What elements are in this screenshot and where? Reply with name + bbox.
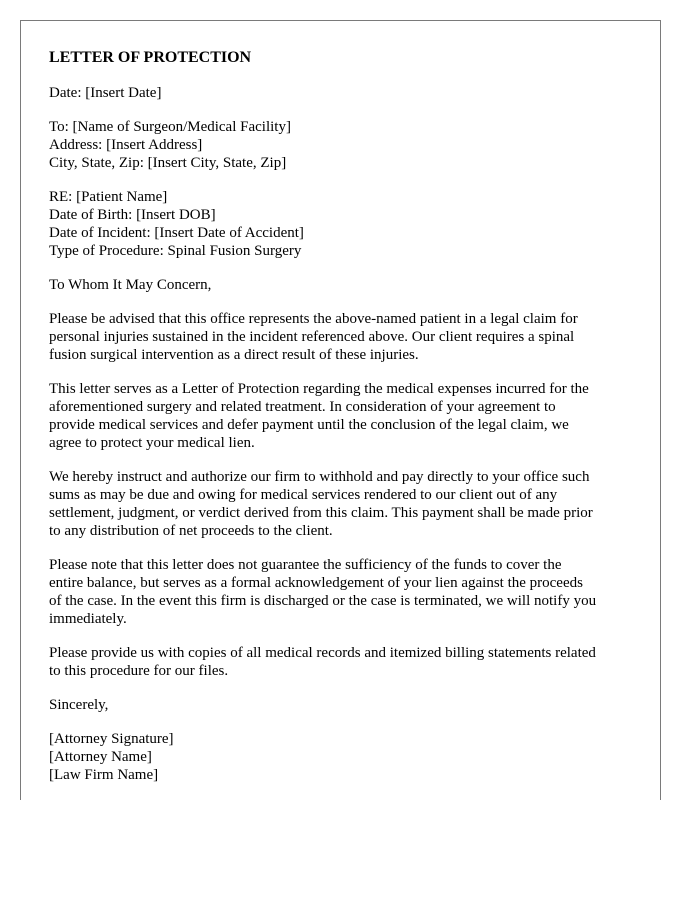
paragraph-line: entire balance, but serves as a formal acknowledgement of your lien against the proceeds: [49, 575, 583, 591]
recipient-city-state-zip: City, State, Zip: [Insert City, State, Zip]: [49, 155, 287, 171]
paragraph-line: to any distribution of net proceeds to the client.: [49, 523, 333, 539]
signature-line: [Attorney Signature]: [49, 731, 174, 747]
letter-title: LETTER OF PROTECTION: [49, 49, 252, 66]
paragraph-line: aforementioned surgery and related treatment. In consideration of your agreement to: [49, 399, 556, 415]
paragraph-line: settlement, judgment, or verdict derived from this claim. This payment shall be made prior: [49, 505, 593, 521]
paragraph-records-request: [49, 644, 639, 680]
paragraph-line: provide medical services and defer payment until the conclusion of the legal claim, we: [49, 417, 569, 433]
paragraph-line: personal injuries sustained in the incident referenced above. Our client requires a spinal: [49, 329, 575, 345]
closing-text: Sincerely,: [49, 697, 109, 713]
reference-patient: RE: [Patient Name]: [49, 189, 168, 205]
signature-block: [49, 730, 639, 784]
law-firm-name: [Law Firm Name]: [49, 767, 159, 783]
paragraph-disclaimer: [49, 556, 639, 628]
salutation: [49, 276, 639, 294]
paragraph-line: of the case. In the event this firm is discharged or the case is terminated, we will notify you: [49, 593, 597, 609]
attorney-name: [Attorney Name]: [49, 749, 152, 765]
paragraph-line: agree to protect your medical lien.: [49, 435, 255, 451]
letter-page: [20, 20, 661, 800]
reference-incident-date: Date of Incident: [Insert Date of Accident]: [49, 225, 304, 241]
paragraph-representation: [49, 310, 639, 364]
reference-dob: Date of Birth: [Insert DOB]: [49, 207, 216, 223]
paragraph-line: sums as may be due and owing for medical services rendered to our client out of any: [49, 487, 558, 503]
date-line: Date: [Insert Date]: [49, 85, 162, 101]
reference-procedure: Type of Procedure: Spinal Fusion Surgery: [49, 243, 302, 259]
paragraph-line: This letter serves as a Letter of Protection regarding the medical expenses incurred for the: [49, 381, 589, 397]
letter-body: [49, 48, 639, 800]
closing: [49, 696, 639, 714]
salutation-text: To Whom It May Concern,: [49, 277, 212, 293]
paragraph-line: We hereby instruct and authorize our firm to withhold and pay directly to your office such: [49, 469, 590, 485]
recipient-to: To: [Name of Surgeon/Medical Facility]: [49, 119, 291, 135]
paragraph-line: Please provide us with copies of all medical records and itemized billing statements related: [49, 645, 596, 661]
paragraph-line: fusion surgical intervention as a direct result of these injuries.: [49, 347, 419, 363]
reference-block: [49, 188, 639, 260]
paragraph-line: immediately.: [49, 611, 127, 627]
recipient-block: [49, 118, 639, 172]
paragraph-line: to this procedure for our files.: [49, 663, 229, 679]
paragraph-authorization: [49, 468, 639, 540]
paragraph-line: Please note that this letter does not guarantee the sufficiency of the funds to cover the: [49, 557, 562, 573]
paragraph-protection: [49, 380, 639, 452]
recipient-address: Address: [Insert Address]: [49, 137, 203, 153]
date-block: [49, 84, 639, 102]
paragraph-line: Please be advised that this office represents the above-named patient in a legal claim for: [49, 311, 578, 327]
